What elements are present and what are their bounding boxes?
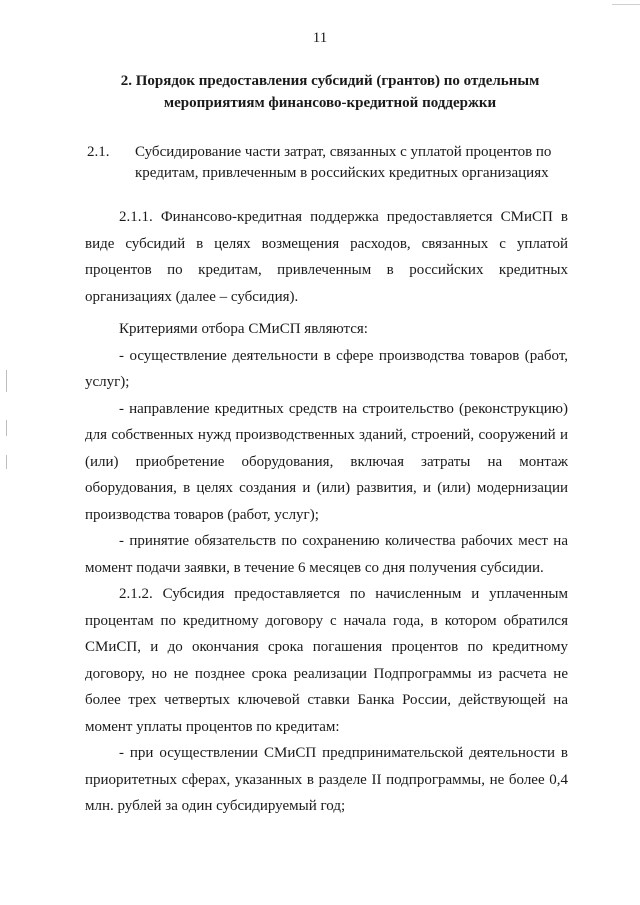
page-number: 11	[312, 30, 328, 46]
criteria-item-1: - осуществление деятельности в сфере производства товаров (работ, услуг);	[85, 347, 568, 390]
section-title-line-1: 2. Порядок предоставления субсидий (грантов) по отдельным	[120, 73, 540, 89]
section-title-line-2: мероприятиям финансово-кредитной поддержки	[163, 95, 497, 111]
subsidy-limit-item: - при осуществлении СМиСП предпринимательской деятельности в приоритетных сферах, указанных в разделе II подпрограммы, не более 0,4 млн. рублей за один субсидируемый год;	[85, 745, 568, 814]
subsection-heading	[87, 142, 567, 184]
scan-margin-mark	[6, 455, 7, 469]
criteria-item-2: - направление кредитных средств на строительство (реконструкцию) для собственных нужд производственных зданий, строений, сооружений и (или) приобретение оборудования, включая затраты на монтаж оборудования, в целях создания и (или) развития, и (или) модернизации производства товаров (работ, услуг);	[85, 400, 568, 523]
paragraph-2-1-1: 2.1.1. Финансово-кредитная поддержка предоставляется СМиСП в виде субсидий в целях возмещения расходов, связанных с уплатой процентов по кредитам, привлеченным в российских кредитных организациях (далее – субсидия).	[85, 209, 568, 305]
subsection-number: 2.1.	[87, 144, 110, 160]
scan-corner-mark	[612, 0, 640, 5]
subsection-title: Субсидирование части затрат, связанных с уплатой процентов по кредитам, привлеченным в российских кредитных организациях	[135, 144, 552, 181]
paragraph-2-1-2: 2.1.2. Субсидия предоставляется по начисленным и уплаченным процентам по кредитному договору с начала года, в котором обратился СМиСП, и до окончания срока погашения процентов по кредитному договору, но не позднее срока реализации Подпрограммы из расчета не более трех четвертых ключевой ставки Банка России, действующей на момент уплаты процентов по кредитам:	[85, 586, 568, 735]
scan-margin-mark	[6, 420, 7, 436]
document-body	[85, 204, 568, 820]
paragraph-criteria-intro: Критериями отбора СМиСП являются:	[119, 321, 368, 337]
criteria-item-3: - принятие обязательств по сохранению количества рабочих мест на момент подачи заявки, в течение 6 месяцев со дня получения субсидии.	[85, 533, 568, 576]
section-title	[80, 70, 580, 114]
scan-margin-mark	[6, 370, 7, 392]
